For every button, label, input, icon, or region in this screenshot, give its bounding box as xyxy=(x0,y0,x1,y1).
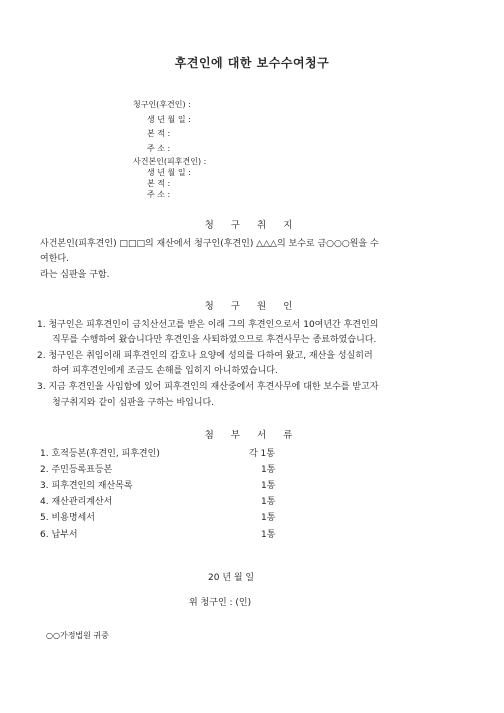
cause-item-2-line-2: 하여 피후견인에게 조금도 손해를 입히지 아니하였습니다. xyxy=(52,366,278,376)
purpose-line-3: 라는 심판을 구함. xyxy=(40,270,110,280)
claimant-birth-field: 생 년 월 일 : xyxy=(147,115,191,124)
purpose-line-1: 사건본인(피후견인) □□□의 재산에서 청구인(후견인) △△△의 보수로 금○○○원을 수 xyxy=(40,239,379,249)
attachment-item-qty: 1통 xyxy=(261,530,276,540)
cause-item-3-line-1: 3. 지금 후견인을 사임함에 있어 피후견인의 재산중에서 후견사무에 대한 보수를 받고자 xyxy=(37,382,379,392)
purpose-line-2: 여한다. xyxy=(40,254,69,264)
cause-item-1-line-2: 직무를 수행하여 왔습니다만 후견인을 사퇴하였으므로 후견사무는 종료하였습니다. xyxy=(52,335,377,345)
document-title: 후견인에 대한 보수수여청구 xyxy=(174,56,330,70)
cause-item-3-line-2: 청구취지와 같이 심판을 구하는 바입니다. xyxy=(52,398,215,408)
purpose-heading: 청 구 취 지 xyxy=(204,220,300,231)
attachment-item-label: 1. 호적등본(후견인, 피후견인) xyxy=(40,449,160,459)
ward-domicile-field: 본 적 : xyxy=(147,179,171,188)
cause-heading: 청 구 원 인 xyxy=(204,301,300,312)
attachment-item-qty: 1통 xyxy=(261,481,276,491)
attachment-item-qty: 1통 xyxy=(261,465,276,475)
ward-address-field: 주 소 : xyxy=(147,190,171,199)
attachment-item-qty: 1통 xyxy=(261,497,276,507)
cause-item-1-line-1: 1. 청구인은 피후견인이 금치산선고를 받은 이래 그의 후견인으로서 10여년간 후견인의 xyxy=(37,320,379,330)
court-addressee: ○○가정법원 귀중 xyxy=(46,631,109,640)
ward-heading: 사건본인(피후견인) : xyxy=(133,157,207,166)
filing-date: 20 년 월 일 xyxy=(208,573,255,583)
cause-item-2-line-1: 2. 청구인은 취임이래 피후견인의 감호나 요양에 성의를 다하여 왔고, 재산을 성실히러 xyxy=(37,351,373,361)
attachment-item-label: 2. 주민등록표등본 xyxy=(40,465,113,475)
attachment-item-label: 4. 재산관리계산서 xyxy=(40,497,113,507)
claimant-heading: 청구인(후견인) : xyxy=(133,100,191,109)
ward-birth-field: 생 년 월 일 : xyxy=(147,168,191,177)
attachment-item-label: 5. 비용명세서 xyxy=(40,513,95,523)
signer-line: 위 청구인 : (인) xyxy=(189,598,252,608)
attachment-item-qty: 1통 xyxy=(261,513,276,523)
attachment-item-label: 3. 피후견인의 재산목록 xyxy=(40,481,133,491)
attachments-heading: 첨 부 서 류 xyxy=(204,430,300,441)
attachment-item-qty: 각 1통 xyxy=(249,449,275,459)
claimant-domicile-field: 본 적 : xyxy=(147,129,171,138)
attachment-item-label: 6. 납부서 xyxy=(40,530,78,540)
claimant-address-field: 주 소 : xyxy=(147,144,171,153)
